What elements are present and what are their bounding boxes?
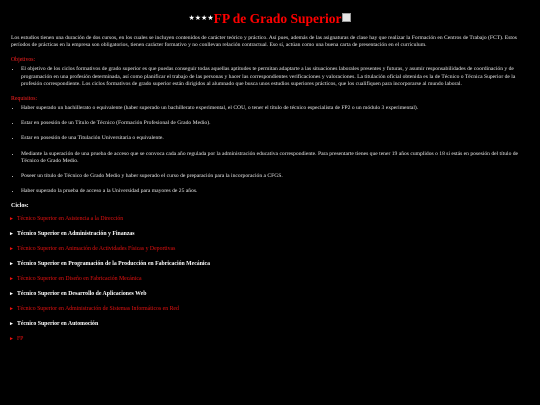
requirement-item: • Haber superado un bachillerato o equivalente (haber superado un bachillerato experimental, el COU, o tener el título de técnico especialista de FP2 o un módulo 3 experimental). [21,105,531,112]
requirements-list [9,105,531,195]
cycle-link-programacion-produccion[interactable] [9,261,531,268]
arrow-bullet-icon: ► [9,262,14,268]
cycles-heading: Ciclos: [11,203,29,210]
cycles-list [9,216,531,343]
requirement-item: • Mediante la superación de una prueba de acceso que se convoca cada año regulada por la administración educativa correspondiente. Para presentarte tienes que tener 19 años cumplidos o 18 si estás en posesión del título de Técnico de Grado Medio. [21,151,531,165]
arrow-bullet-icon: ► [9,322,14,328]
objectives-item: • El objetivo de los ciclos formativos de grado superior es que puedas conseguir todas aquellas aptitudes te permitan adaptarte a las situaciones laborales presentes y futuras, y asumir responsabilidades de coordinación y de programación en una profesión determinada, así como planificar el trabajo de las personas y hacer las correspondientes verificaciones y valoraciones. La titulación oficial obtenida es la de Técnico o Técnica Superior de la profesión correspondiente. Los ciclos formativos de grado superior están dirigidos al alumnado que busca unos estudios superiores prácticos, que los cualifiquen para incorporarse al mundo laboral. [21,66,531,88]
arrow-bullet-icon: ► [9,217,14,223]
cycle-label: Técnico Superior en Diseño en Fabricación Mecánica [16,276,142,283]
cycle-link-fp[interactable] [9,336,531,343]
cycle-link-aplicaciones-web[interactable] [9,291,531,298]
arrow-bullet-icon: ► [9,277,14,283]
objectives-list [9,66,531,88]
cycle-label: FP [16,336,24,343]
requirement-item: • Haber superado la prueba de acceso a la Universidad para mayores de 25 años. [21,188,531,195]
cycle-link-asistencia-direccion[interactable] [9,216,531,223]
requirement-item: • Estar en posesión de un Título de Técnico (Formación Profesional de Grado Medio). [21,120,531,127]
cycle-label: Técnico Superior en Animación de Actividades Físicas y Deportivas [16,246,176,253]
requirement-item: • Poseer un título de Técnico de Grado Medio y haber superado el curso de preparación para la incorporación a CFGS. [21,173,531,180]
cycle-label: Técnico Superior en Automoción [16,321,99,328]
page-title [9,10,531,27]
intro-paragraph: Los estudios tienen una duración de dos cursos, en los cuales se incluyen contenidos de carácter teórico y práctico. Así pues, además de las asignaturas de clase hay que realizar la Formación en Centros de Trabajo (FCT). Estos períodos de prácticas en la empresa son obligatorios, tienen carácter formativo y no conllevan relación contractual. Eso sí, actúan como una buena carta de presentación en el currículum. [11,35,517,49]
arrow-bullet-icon: ► [9,232,14,238]
arrow-bullet-icon: ► [9,247,14,253]
cycle-label: Técnico Superior en Asistencia a la Dirección [16,216,124,223]
cycle-link-automocion[interactable] [9,321,531,328]
title-text: FP de Grado Superior [213,11,342,26]
cycle-label: Técnico Superior en Administración de Sistemas Informáticos en Red [16,306,179,313]
requirement-item: • Estar en posesión de una Titulación Universitaria o equivalente. [21,135,531,142]
arrow-bullet-icon: ► [9,337,14,343]
cycle-link-diseno-fabricacion[interactable] [9,276,531,283]
cycle-link-sistemas-red[interactable] [9,306,531,313]
requirements-heading: Requisitos: [11,96,38,103]
arrow-bullet-icon: ► [9,292,14,298]
cycle-label: Técnico Superior en Programación de la Producción en Fabricación Mecánica [16,261,210,268]
objectives-heading: Objetivos: [11,57,36,64]
cycle-link-actividades-fisicas[interactable] [9,246,531,253]
broken-image-icon [342,13,351,22]
stars-decoration: ★★★★ [188,14,214,22]
cycle-link-administracion-finanzas[interactable] [9,231,531,238]
arrow-bullet-icon: ► [9,307,14,313]
cycle-label: Técnico Superior en Desarrollo de Aplicaciones Web [16,291,147,298]
cycle-label: Técnico Superior en Administración y Finanzas [16,231,135,238]
